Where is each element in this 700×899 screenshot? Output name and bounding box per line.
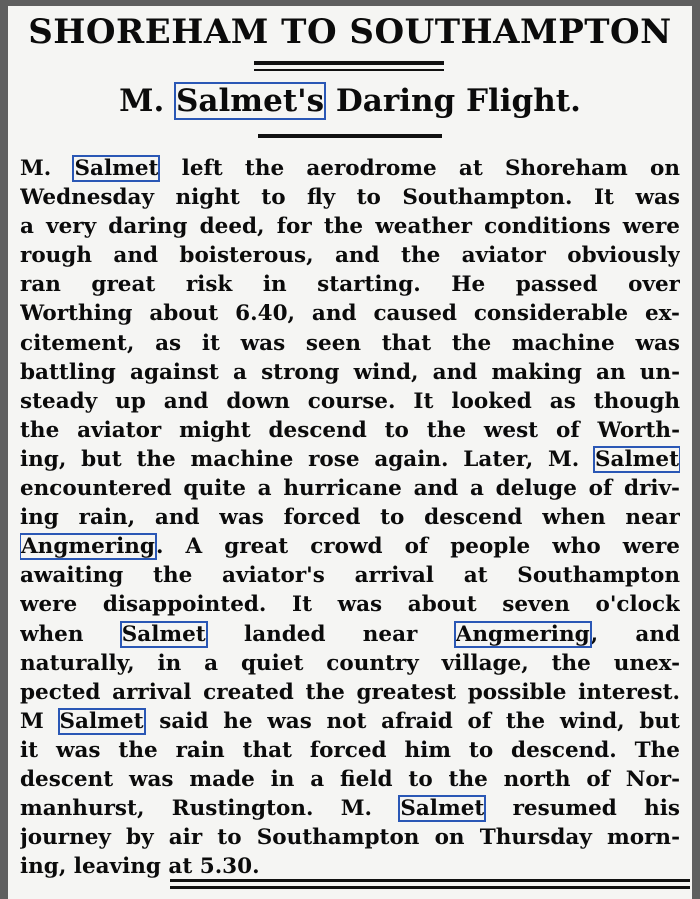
article-text: citement, as it was seen that the machine was (20, 330, 680, 356)
highlighted-name: Salmet (400, 796, 485, 822)
article-body (20, 154, 680, 881)
article-line (20, 590, 680, 619)
subhead-suffix: Daring Flight. (325, 83, 581, 119)
article-line (20, 707, 680, 736)
headline-rule-bottom (254, 69, 444, 71)
article-text: ing, but the machine rose again. Later, M. (20, 446, 595, 472)
article-line (20, 474, 680, 503)
article-text: encountered quite a hurricane and a deluge of driv- (20, 476, 680, 502)
article-line (20, 329, 680, 358)
article-line (20, 794, 680, 823)
article-text: pected arrival created the greatest possible interest. (20, 679, 680, 705)
article-text: landed near (206, 621, 455, 647)
article-text: , and (590, 621, 680, 647)
footer-rule-bottom (170, 886, 690, 889)
article-text: said he was not afraid of the wind, but (144, 708, 680, 734)
article-line (20, 183, 680, 212)
article-line (20, 299, 680, 328)
article-text: battling against a strong wind, and making an un- (20, 359, 680, 385)
article-line (20, 270, 680, 299)
article-text: the aviator might descend to the west of Worth- (20, 417, 680, 443)
article-text: awaiting the aviator's arrival at Southampton (20, 563, 680, 589)
highlighted-name: Angmering (21, 534, 155, 560)
article-text: it was the rain that forced him to descend. The (20, 737, 680, 763)
article-line (20, 358, 680, 387)
article-text: a very daring deed, for the weather conditions were (20, 214, 680, 240)
article-line (20, 445, 680, 474)
article-line (20, 823, 680, 852)
highlighted-name: Salmet (59, 708, 144, 734)
article-line (20, 416, 680, 445)
article-text: rough and boisterous, and the aviator obviously (20, 243, 680, 269)
highlighted-name: Salmet (595, 446, 679, 472)
article-line (20, 154, 680, 183)
article-text: M (20, 708, 59, 734)
article-line (20, 620, 680, 649)
footer-rule-top (170, 879, 690, 882)
article-text: were disappointed. It was about seven o'clock (20, 592, 680, 618)
article-line (20, 561, 680, 590)
article-line (20, 765, 680, 794)
subhead-rule-top (258, 134, 442, 138)
highlighted-name: Salmet (74, 156, 159, 181)
article-text: ing rain, and was forced to descend when near (20, 505, 680, 531)
article-text: resumed his (485, 796, 680, 822)
article-line (20, 241, 680, 270)
highlighted-name: Salmet's (176, 83, 325, 119)
article-line (20, 852, 680, 881)
highlighted-name: Salmet (121, 621, 206, 647)
article-line (20, 212, 680, 241)
article-text: journey by air to Southampton on Thursday morn- (20, 825, 680, 851)
article-text: steady up and down course. It looked as though (20, 388, 680, 414)
article-line (20, 503, 680, 532)
article-line (20, 649, 680, 678)
headline-rule-top (254, 61, 444, 65)
article-text: . A great crowd of people who were (155, 534, 680, 560)
article-text: ran great risk in starting. He passed over (20, 272, 680, 298)
article-text: ing, leaving at 5.30. (20, 854, 260, 880)
article-line (20, 532, 680, 561)
article-line (20, 678, 680, 707)
newspaper-clipping (8, 6, 692, 899)
article-text: when (20, 621, 121, 647)
article-line (20, 387, 680, 416)
article-text: naturally, in a quiet country village, the unex- (20, 650, 680, 676)
article-text: M. (20, 156, 74, 181)
article-text: Worthing about 6.40, and caused considerable ex- (20, 301, 680, 327)
highlighted-name: Angmering (455, 621, 590, 647)
article-text: left the aerodrome at Shoreham on (159, 156, 680, 181)
headline: SHOREHAM TO SOUTHAMPTON (28, 12, 672, 52)
subhead-prefix: M. (119, 83, 176, 119)
article-text: Wednesday night to fly to Southampton. It was (20, 185, 680, 211)
subheadline (8, 78, 692, 124)
article-text: manhurst, Rustington. M. (20, 796, 400, 822)
article-text: descent was made in a field to the north of Nor- (20, 766, 680, 792)
article-line (20, 736, 680, 765)
